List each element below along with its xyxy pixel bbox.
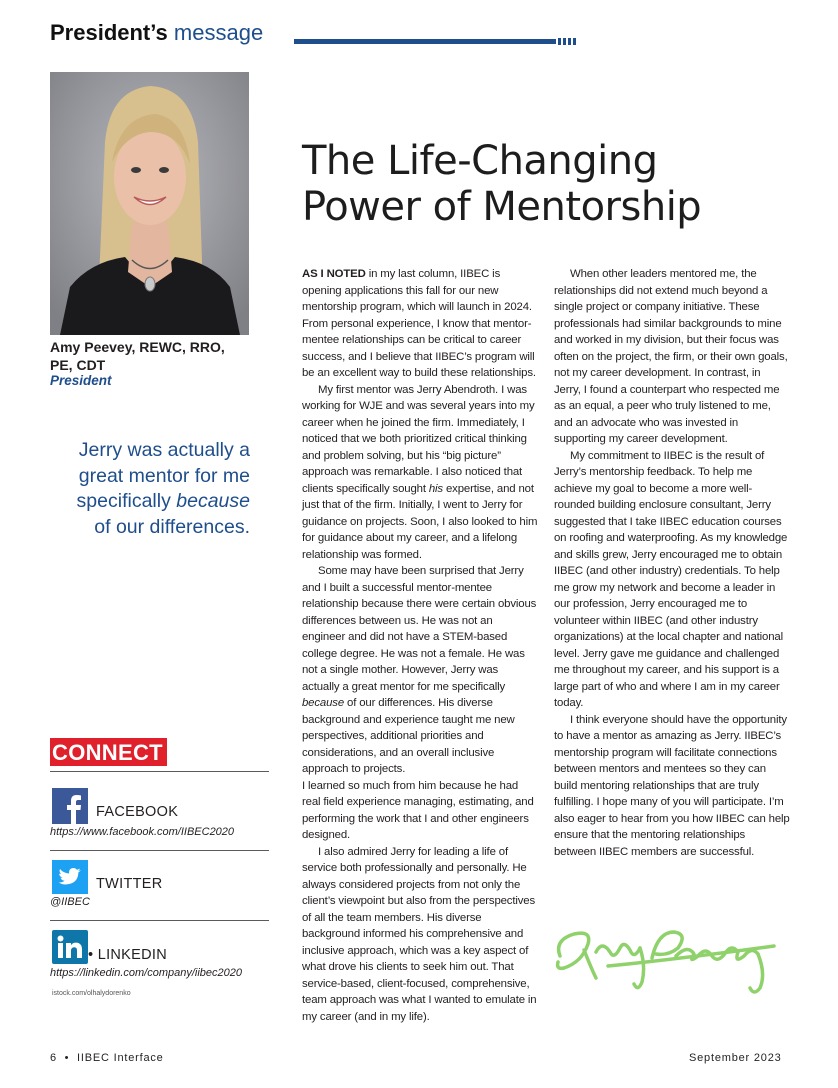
paragraph: My commitment to IIBEC is the result of Jerry’s mentorship feedback. To help me achieve my goal to become a more well-rounded building enclosure consultant, Jerry suggested that I take IIBEC education courses on roofing and waterproofing. As my knowledge and skills grew, Jerry encouraged me to obtain IIBEC (and other industry) credentials. To help me grow my network and become a leader in our profession, Jerry encouraged me to volunteer within IIBEC (and other industry organizations) at the local chapter and national level. Jerry gave me guidance and challenged me throughout my career, and his support is a large part of who and where I am in my career today.	[554, 449, 788, 709]
twitter-link[interactable]: @IIBEC	[50, 896, 90, 908]
pull-quote-emphasis: because	[176, 490, 250, 512]
issue-date: September 2023	[689, 1052, 782, 1064]
section-header	[50, 20, 263, 46]
paragraph: Some may have been surprised that Jerry and I built a successful mentor-mentee relationship because there were certain obvious differences between us. He was not an engineer and did not have a STEM-based college degree. He was not a female. He was not a single mother. However, Jerry was actually a great mentor for me specifically because of our differences. His diverse background and experience taught me new perspectives, additional priorities and considerations, and an overall inclusive approach to projects.	[302, 565, 537, 775]
paragraph: I think everyone should have the opportunity to have a mentor as amazing as Jerry. IIBEC’s mentorship program will facilitate connections between mentors and mentees so they can build mentoring relationships that are truly fulfilling. I hope many of you will participate. I’m also eager to hear from you how IIBEC can help ensure that the mentoring relationships between IIBEC members are successful.	[554, 713, 790, 858]
header-rule-ticks	[558, 38, 578, 45]
pull-quote-part2: of our differences.	[94, 515, 250, 538]
facebook-label[interactable]: FACEBOOK	[96, 804, 179, 820]
article-column-2	[554, 266, 790, 860]
pull-quote-part1: Jerry was actually a great mentor for me specifically	[76, 439, 250, 512]
header-rule	[294, 39, 556, 44]
footer-bullet: •	[60, 1052, 74, 1064]
article-column-1	[302, 266, 538, 1025]
paragraph: I learned so much from him because he had real field experience managing, estimating, and performing the work that I and other engineers designed.	[302, 779, 534, 841]
pull-quote	[60, 438, 250, 540]
article-title-line1: The Life-Changing	[302, 138, 658, 184]
linkedin-link[interactable]: https://linkedin.com/company/iibec2020	[50, 967, 242, 979]
president-portrait	[50, 72, 249, 335]
paragraph: When other leaders mentored me, the relationships did not extend much beyond a single project or company initiative. These professionals had similar backgrounds to mine and worked in my division, but their focus was often on the project, the firm, or their own goals, not my career development. In contrast, in Jerry, I found a counterpart who respected me as an equal, a peer who truly listened to me, and an advocate who was invested in supporting my career development.	[554, 268, 788, 445]
paragraph: AS I NOTED in my last column, IIBEC is opening applications this fall for our new mentorship program, which will launch in 2024. From personal experience, I know that mentor-mentee relationships can be critical to career success, and I believe that IIBEC’s program will be an excellent way to build these relationships.	[302, 268, 536, 379]
linkedin-label[interactable]: • LINKEDIN	[88, 947, 167, 963]
section-header-bold: President’s	[50, 20, 168, 45]
twitter-label[interactable]: TWITTER	[96, 876, 163, 892]
section-header-light: message	[173, 20, 264, 45]
divider	[50, 771, 269, 772]
caption-role: President	[50, 373, 112, 388]
facebook-icon[interactable]	[52, 788, 88, 822]
lead-in: AS I NOTED	[302, 268, 366, 280]
page-number: 6	[50, 1052, 57, 1064]
caption-name: Amy Peevey, REWC, RRO, PE, CDT	[50, 339, 225, 373]
article-title-line2: Power of Mentorship	[302, 184, 702, 230]
paragraph: My first mentor was Jerry Abendroth. I was working for WJE and was several years into my career when he joined the firm. Immediately, I noticed that we both prioritized critical thinking and problem solving, but his “big picture” approach was remarkable. I also noticed that clients specifically sought his expertise, and not just that of the firm. Initially, I went to Jerry for guidance on projects. Soon, I also looked to him for guidance about my career, and a lifelong relationship was formed.	[302, 383, 538, 561]
publication-name: IIBEC Interface	[77, 1052, 164, 1064]
twitter-icon[interactable]	[52, 860, 88, 894]
divider	[50, 850, 269, 851]
divider	[50, 920, 269, 921]
article-title	[302, 138, 822, 230]
facebook-link[interactable]: https://www.facebook.com/IIBEC2020	[50, 826, 235, 838]
paragraph: I also admired Jerry for leading a life of service both professionally and personally. He always considered projects from not only the client’s viewpoint but also from the perspectives of all the team members. His diverse background informed his comprehensive and inclusive approach, which was a key aspect of what drove his clients to seek him out. That service-based, client-focused, comprehensive, team approach was what I wanted to emulate in my career (and in my life).	[302, 845, 537, 1023]
signature	[548, 918, 788, 998]
footer-left	[50, 1052, 164, 1064]
photo-credit: istock.com/olhalydorenko	[52, 990, 131, 997]
connect-heading: CONNECT	[50, 738, 167, 766]
linkedin-icon[interactable]	[52, 930, 88, 964]
